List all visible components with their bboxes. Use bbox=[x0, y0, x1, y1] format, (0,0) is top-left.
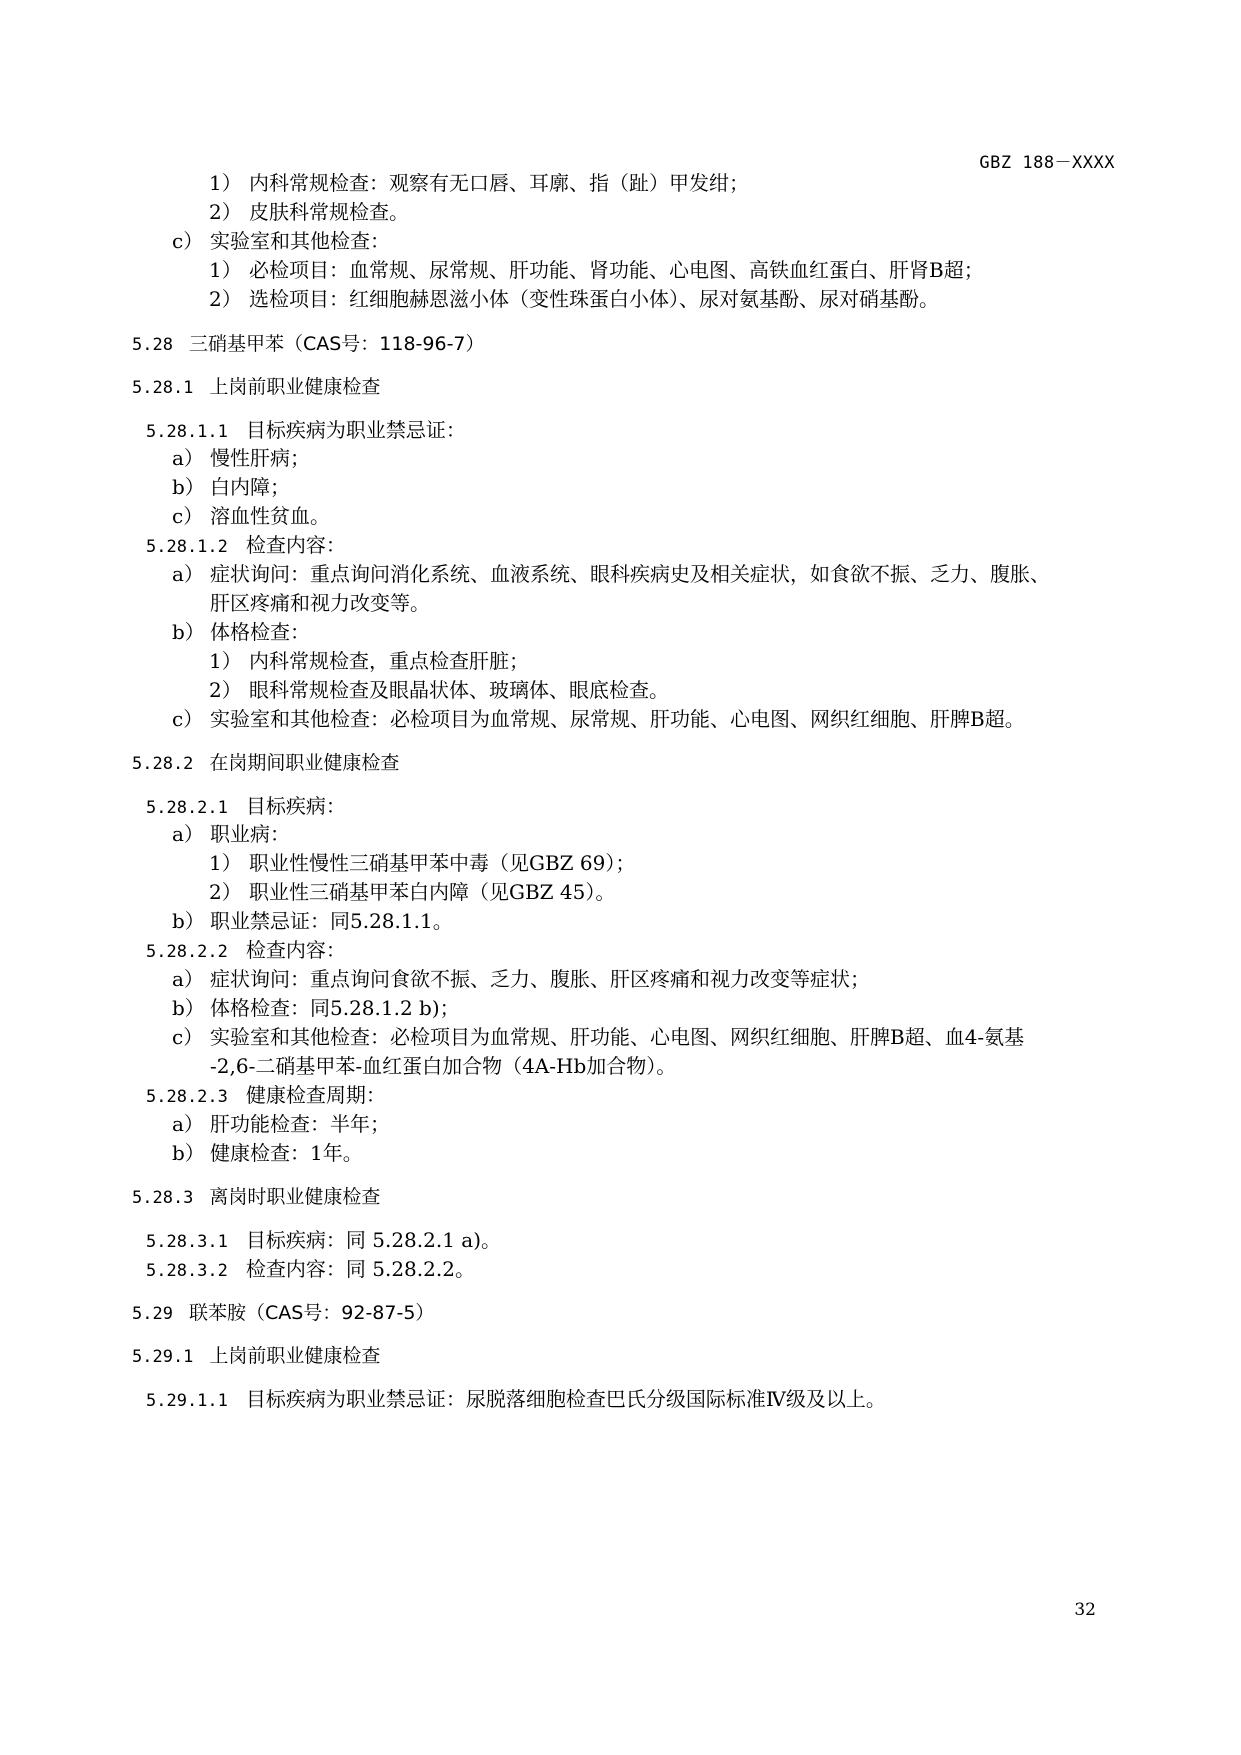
item-text: 溶血性贫血。 bbox=[210, 504, 330, 528]
list-marker: b） bbox=[172, 996, 205, 1020]
list-item bbox=[172, 965, 870, 993]
list-item bbox=[172, 705, 1025, 733]
clause-number: 5.28.2.2 bbox=[146, 942, 228, 962]
clause-item bbox=[146, 1081, 386, 1111]
list-item bbox=[209, 647, 529, 675]
list-item bbox=[209, 198, 409, 226]
clause-number: 5.28.1 bbox=[132, 378, 194, 398]
item-text: -2,6-二硝基甲苯-血红蛋白加合物（4A-Hb加合物）。 bbox=[210, 1054, 677, 1078]
clause-number: 5.28.3.1 bbox=[146, 1232, 228, 1252]
item-text: 眼科常规检查及眼晶状体、玻璃体、眼底检查。 bbox=[249, 678, 669, 702]
list-marker: 1） bbox=[209, 258, 242, 282]
item-text: 必检项目：血常规、尿常规、肝功能、肾功能、心电图、高铁血红蛋白、肝肾B超； bbox=[249, 258, 984, 282]
heading-text: 在岗期间职业健康检查 bbox=[209, 752, 400, 774]
list-marker: b） bbox=[172, 909, 205, 933]
list-marker: a） bbox=[172, 822, 204, 846]
list-marker: 2） bbox=[209, 287, 242, 311]
list-marker: 1） bbox=[209, 851, 242, 875]
section-heading bbox=[132, 1342, 380, 1371]
clause-number: 5.28.3 bbox=[132, 1188, 194, 1208]
list-marker: a） bbox=[172, 967, 204, 991]
list-marker: 1） bbox=[209, 649, 242, 673]
item-text: 检查内容：同 5.28.2.2。 bbox=[245, 1257, 475, 1281]
list-item bbox=[209, 676, 669, 704]
heading-text: 联苯胺（CAS号：92-87-5） bbox=[188, 1302, 435, 1324]
item-text: 目标疾病为职业禁忌证： bbox=[245, 418, 466, 442]
item-text: 实验室和其他检查： bbox=[210, 229, 390, 253]
item-text: 职业病： bbox=[210, 822, 290, 846]
heading-text: 上岗前职业健康检查 bbox=[209, 376, 381, 398]
section-heading bbox=[132, 1299, 434, 1328]
item-text: 实验室和其他检查：必检项目为血常规、尿常规、肝功能、心电图、网织红细胞、肝脾B超。 bbox=[210, 707, 1025, 731]
list-marker: 2） bbox=[209, 200, 242, 224]
list-item bbox=[209, 256, 984, 284]
item-text: 症状询问：重点询问消化系统、血液系统、眼科疾病史及相关症状，如食欲不振、乏力、腹胀、 bbox=[210, 562, 1050, 586]
heading-text: 离岗时职业健康检查 bbox=[209, 1186, 381, 1208]
list-item bbox=[210, 589, 430, 617]
clause-number: 5.28.3.2 bbox=[146, 1261, 228, 1281]
list-marker: b） bbox=[172, 620, 205, 644]
list-item bbox=[172, 502, 330, 530]
list-item bbox=[172, 227, 390, 255]
list-marker: c） bbox=[172, 707, 204, 731]
item-text: 健康检查周期： bbox=[245, 1083, 386, 1107]
clause-number: 5.28.2.3 bbox=[146, 1087, 228, 1107]
list-marker: c） bbox=[172, 229, 204, 253]
clause-number: 5.29.1 bbox=[132, 1347, 194, 1367]
list-marker: a） bbox=[172, 1112, 204, 1136]
item-text: 白内障； bbox=[210, 475, 290, 499]
item-text: 体格检查：同5.28.1.2 b)； bbox=[210, 996, 460, 1020]
list-marker: 1） bbox=[209, 171, 242, 195]
clause-item bbox=[146, 792, 346, 822]
item-text: 内科常规检查：观察有无口唇、耳廓、指（趾）甲发绀； bbox=[249, 171, 749, 195]
list-item bbox=[209, 878, 615, 906]
list-marker: b） bbox=[172, 475, 205, 499]
list-item bbox=[172, 560, 1050, 588]
item-text: 体格检查： bbox=[210, 620, 310, 644]
list-item bbox=[172, 1110, 390, 1138]
item-text: 职业性慢性三硝基甲苯中毒（见GBZ 69）； bbox=[249, 851, 636, 875]
item-text: 目标疾病：同 5.28.2.1 a)。 bbox=[245, 1228, 502, 1252]
list-marker: 2） bbox=[209, 880, 242, 904]
clause-number: 5.28.1.1 bbox=[146, 422, 228, 442]
list-marker: a） bbox=[172, 446, 204, 470]
list-item bbox=[172, 473, 290, 501]
list-marker: c） bbox=[172, 1025, 204, 1049]
item-text: 症状询问：重点询问食欲不振、乏力、腹胀、肝区疼痛和视力改变等症状； bbox=[210, 967, 870, 991]
item-text: 检查内容： bbox=[245, 938, 346, 962]
clause-item bbox=[146, 1385, 886, 1415]
list-item bbox=[172, 994, 460, 1022]
clause-number: 5.29 bbox=[132, 1304, 173, 1324]
clause-number: 5.28 bbox=[132, 335, 173, 355]
item-text: 检查内容： bbox=[245, 533, 346, 557]
item-text: 内科常规检查，重点检查肝脏； bbox=[249, 649, 529, 673]
clause-item bbox=[146, 416, 466, 446]
list-item bbox=[172, 1139, 363, 1167]
heading-text: 上岗前职业健康检查 bbox=[209, 1345, 381, 1367]
item-text: 实验室和其他检查：必检项目为血常规、肝功能、心电图、网织红细胞、肝脾B超、血4-氨基 bbox=[210, 1025, 1025, 1049]
list-item bbox=[172, 820, 290, 848]
section-heading bbox=[132, 373, 380, 402]
section-heading bbox=[132, 330, 485, 359]
page-number: 32 bbox=[1074, 1600, 1096, 1620]
clause-number: 5.28.2 bbox=[132, 754, 194, 774]
list-item bbox=[172, 444, 310, 472]
list-item bbox=[209, 169, 749, 197]
clause-number: 5.29.1.1 bbox=[146, 1391, 228, 1411]
clause-number: 5.28.2.1 bbox=[146, 798, 228, 818]
section-heading bbox=[132, 749, 399, 778]
item-text: 慢性肝病； bbox=[210, 446, 310, 470]
clause-number: 5.28.1.2 bbox=[146, 537, 228, 557]
item-text: 目标疾病： bbox=[245, 794, 346, 818]
item-text: 健康检查：1年。 bbox=[210, 1141, 363, 1165]
clause-item bbox=[146, 1255, 475, 1285]
item-text: 目标疾病为职业禁忌证：尿脱落细胞检查巴氏分级国际标准Ⅳ级及以上。 bbox=[245, 1387, 886, 1411]
list-marker: b） bbox=[172, 1141, 205, 1165]
list-item bbox=[210, 1052, 676, 1080]
item-text: 肝区疼痛和视力改变等。 bbox=[210, 591, 430, 615]
item-text: 职业性三硝基甲苯白内障（见GBZ 45）。 bbox=[249, 880, 616, 904]
list-item bbox=[172, 907, 453, 935]
list-marker: a） bbox=[172, 562, 204, 586]
section-heading bbox=[132, 1183, 380, 1212]
heading-text: 三硝基甲苯（CAS号：118-96-7） bbox=[188, 333, 485, 355]
item-text: 选检项目：红细胞赫恩滋小体（变性珠蛋白小体）、尿对氨基酚、尿对硝基酚。 bbox=[249, 287, 939, 311]
document-code: GBZ 188－XXXX bbox=[979, 153, 1115, 173]
clause-item bbox=[146, 1226, 501, 1256]
list-marker: c） bbox=[172, 504, 204, 528]
item-text: 皮肤科常规检查。 bbox=[249, 200, 409, 224]
clause-item bbox=[146, 531, 346, 561]
clause-item bbox=[146, 936, 346, 966]
list-item bbox=[209, 285, 939, 313]
item-text: 职业禁忌证：同5.28.1.1。 bbox=[210, 909, 453, 933]
item-text: 肝功能检查：半年； bbox=[210, 1112, 390, 1136]
list-item bbox=[172, 1023, 1024, 1051]
list-marker: 2） bbox=[209, 678, 242, 702]
list-item bbox=[172, 618, 310, 646]
list-item bbox=[209, 849, 635, 877]
